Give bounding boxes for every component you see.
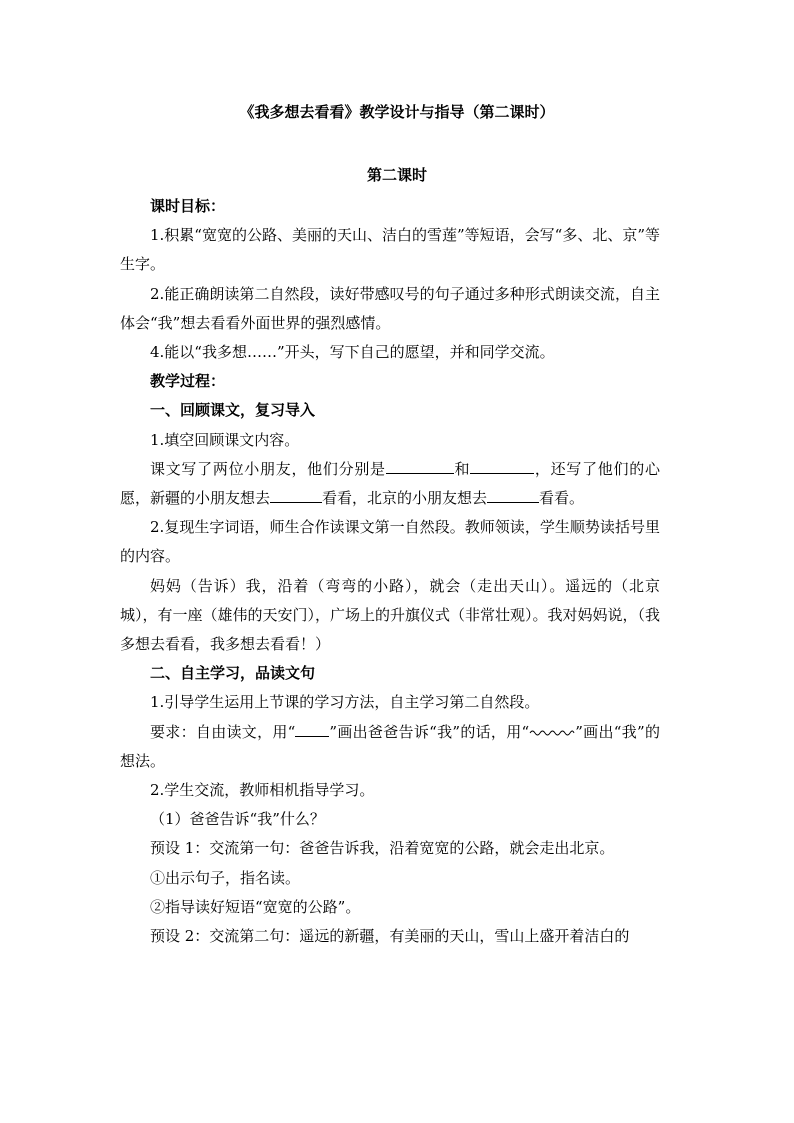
document-body bbox=[120, 192, 660, 951]
goals-heading: 课时目标： bbox=[150, 197, 226, 215]
requirement-text-b: ”画出爸爸告诉“我”的话，用“ bbox=[329, 722, 530, 741]
section-1-heading: 一、回顾课文，复习导入 bbox=[150, 401, 316, 420]
goal-item-1: 1.积累“宽宽的公路、美丽的天山、洁白的雪莲”等短语，会写“多、北、京”等生字。 bbox=[120, 226, 660, 274]
preset-2: 预设 2：交流第二句：遥远的新疆，有美丽的天山，雪山上盛开着洁白的 bbox=[150, 927, 630, 946]
goal-item-2: 2.能正确朗读第二自然段，读好带感叹号的句子通过多种形式朗读交流，自主体会“我”想去看看外面世界的强烈感情。 bbox=[120, 284, 660, 332]
section-2-heading: 二、自主学习，品读文句 bbox=[150, 664, 316, 683]
requirement-text-a: 要求：自由读文，用“ bbox=[150, 722, 296, 741]
section-2-item-1: 1.引导学生运用上节课的学习方法，自主学习第二自然段。 bbox=[150, 693, 540, 712]
blank-line-1 bbox=[386, 459, 454, 474]
requirement-text-c: ”画出“我”的想法。 bbox=[120, 722, 660, 770]
fill-text-c: ，还写了他们的心愿，新疆的小朋友想去 bbox=[120, 459, 660, 508]
fill-text-e: 看看。 bbox=[539, 489, 585, 508]
blank-line-3 bbox=[270, 488, 322, 503]
process-heading: 教学过程： bbox=[150, 372, 226, 391]
fill-text-d: 看看，北京的小朋友想去 bbox=[322, 489, 488, 508]
step-2: ②指导读好短语“宽宽的公路”。 bbox=[150, 897, 361, 916]
straight-underline-mark bbox=[295, 722, 329, 737]
goal-item-4: 4.能以“我多想……”开头，写下自己的愿望，并和同学交流。 bbox=[150, 343, 555, 362]
question-1: （1）爸爸告诉“我”什么？ bbox=[150, 810, 325, 829]
blank-line-4 bbox=[487, 488, 539, 503]
wavy-underline-mark bbox=[529, 729, 575, 737]
fill-text-b: 和 bbox=[453, 459, 471, 478]
blank-line-2 bbox=[470, 459, 534, 474]
reading-passage: 妈妈（告诉）我，沿着（弯弯的小路），就会（走出天山）。遥远的（北京城），有一座（雄伟的天安门），广场上的升旗仪式（非常壮观）。我对妈妈说，（我多想去看看，我多想去看看！） bbox=[120, 576, 661, 654]
preset-1: 预设 1：交流第一句：爸爸告诉我，沿着宽宽的公路，就会走出北京。 bbox=[150, 839, 615, 858]
reading-requirement bbox=[120, 718, 660, 776]
fill-in-blank-paragraph bbox=[120, 455, 660, 513]
section-1-item-2: 2.复现生字词语，师生合作读课文第一自然段。教师领读，学生顺势读括号里的内容。 bbox=[120, 518, 660, 566]
step-1: ①出示句子，指名读。 bbox=[150, 868, 301, 887]
section-1-item-1: 1.填空回顾课文内容。 bbox=[150, 430, 300, 449]
document-title: 《我多想去看看》教学设计与指导（第二课时） bbox=[239, 103, 555, 121]
lesson-subtitle: 第二课时 bbox=[366, 166, 427, 184]
fill-text-a: 课文写了两位小朋友，他们分别是 bbox=[150, 459, 386, 478]
section-2-item-2: 2.学生交流，教师相机指导学习。 bbox=[150, 781, 375, 800]
